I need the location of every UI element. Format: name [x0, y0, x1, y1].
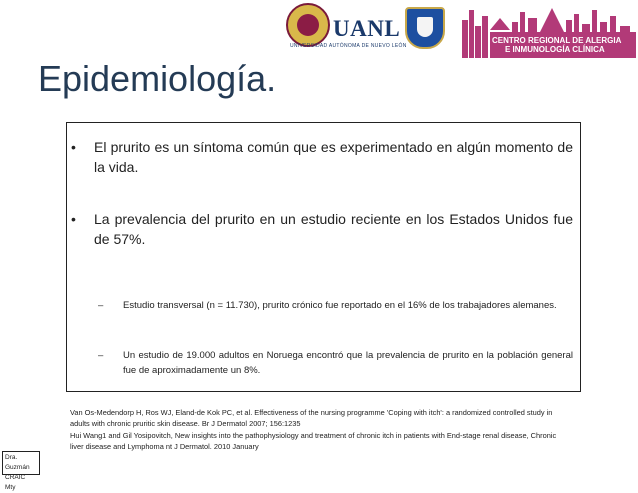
reference-line: Hui Wang1 and Gil Yosipovitch, New insights into the pathophysiology and treatment of chronic itch in patients with End-stage renal disease, Chronic: [70, 430, 557, 440]
references: [70, 407, 636, 453]
bullet-text: La prevalencia del prurito en un estudio reciente en los Estados Unidos fue de 57%.: [94, 211, 573, 247]
subbullet-text: Un estudio de 19.000 adultos en Noruega encontró que la prevalencia de prurito en la población general fue de aproximadamente un 8%.: [123, 350, 573, 376]
bullet-text: El prurito es un síntoma común que es experimentado en algún momento de la vida.: [94, 139, 573, 175]
bullet-dot: •: [71, 211, 76, 227]
slide-title: Epidemiología.: [38, 58, 277, 99]
reference-line: Van Os-Medendorp H, Ros WJ, Eland-de Kok PC, et al. Effectiveness of the nursing programme 'Coping with itch': a randomized controlled study in: [70, 408, 553, 417]
center-name-line1: CENTRO REGIONAL DE ALERGIA: [492, 36, 622, 45]
center-name-line2: E INMUNOLOGÍA CLÍNICA: [505, 45, 605, 54]
subbullet-dash: –: [98, 350, 104, 361]
subbullet-text: Estudio transversal (n = 11.730), prurito crónico fue reportado en el 16% de los trabajadores alemanes.: [123, 300, 557, 311]
content-box: [66, 122, 581, 392]
author-name: Dra. Guzmán: [5, 454, 30, 471]
reference-line: adults with chronic pruritic skin disease. Br J Dermatol 2007; 156:1235: [70, 419, 301, 429]
faculty-shield-icon: [405, 7, 445, 49]
author-tag: [2, 451, 40, 491]
subbullet-dash: –: [98, 300, 104, 311]
author-org: CRAIC Mty: [5, 474, 26, 491]
reference-line: liver disease and Lymphoma nt J Dermatol. 2010 January: [70, 442, 259, 452]
uanl-logo-text: UANL: [333, 16, 401, 41]
university-seal-icon: [286, 3, 330, 47]
bullet-dot: •: [71, 139, 76, 155]
uanl-full-name: UNIVERSIDAD AUTÓNOMA DE NUEVO LEÓN: [290, 43, 407, 49]
